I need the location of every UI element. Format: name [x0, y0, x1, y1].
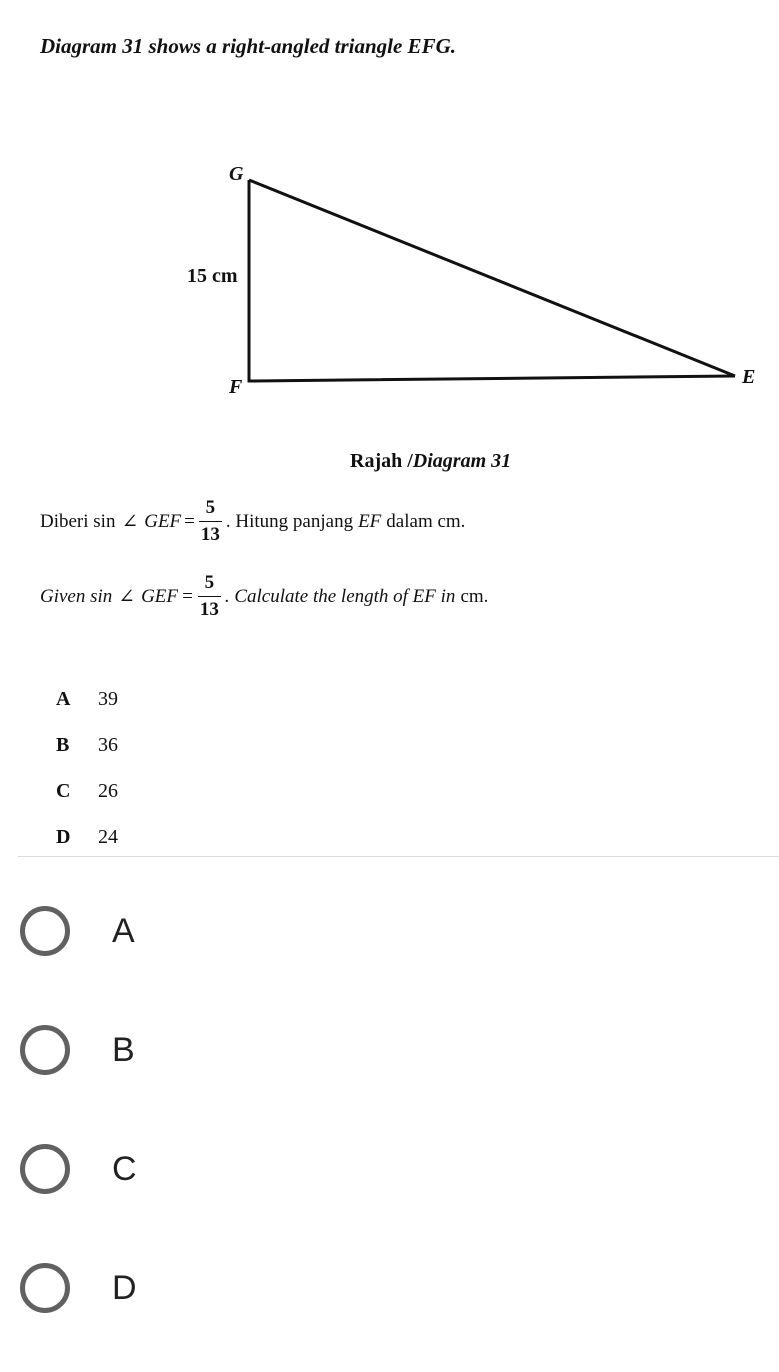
fraction [198, 572, 221, 621]
given-ms: Diberi sin [40, 510, 116, 532]
answer-choice-c[interactable] [20, 1139, 137, 1199]
option-letter: C [56, 780, 71, 802]
choice-label: A [112, 911, 135, 950]
question-text-ms [40, 497, 465, 546]
given-en: Given sin [40, 585, 113, 607]
angle-name: GEF [141, 585, 178, 607]
radio-button[interactable] [20, 1263, 70, 1313]
instruction-ms-end: dalam cm. [386, 510, 466, 532]
fraction-denominator: 13 [199, 521, 222, 546]
answer-choice-d[interactable] [20, 1258, 137, 1318]
unit: cm. [460, 585, 489, 607]
caption-en: Diagram 31 [412, 450, 512, 472]
angle-symbol: ∠ [121, 511, 139, 533]
instruction-en: . Calculate the length of EF in [224, 585, 456, 607]
diagram-caption [350, 450, 511, 473]
radio-button[interactable] [20, 1144, 70, 1194]
angle-symbol: ∠ [118, 586, 136, 608]
angle-name: GEF [144, 510, 182, 532]
option-value: 39 [98, 688, 118, 710]
option-value: 24 [98, 826, 118, 848]
option-value: 26 [98, 780, 118, 802]
option-letter: A [56, 688, 71, 710]
vertex-f-label: F [229, 376, 243, 398]
choice-label: C [112, 1149, 137, 1188]
answer-choice-b[interactable] [20, 1020, 135, 1080]
option-value: 36 [98, 734, 118, 756]
option-letter: D [56, 826, 71, 848]
instruction-ms: . Hitung panjang [225, 510, 354, 532]
radio-button[interactable] [20, 1025, 70, 1075]
option-letter: B [56, 734, 70, 756]
vertex-e-label: E [742, 366, 756, 388]
segment-name: EF [358, 510, 382, 532]
question-intro: Diagram 31 shows a right-angled triangle EFG. [40, 34, 456, 58]
triangle-hypotenuse [249, 180, 735, 376]
fraction-numerator: 5 [205, 497, 216, 518]
caption-ms: Rajah / [350, 450, 413, 472]
divider [18, 856, 779, 857]
option-b [56, 734, 118, 757]
fraction-denominator: 13 [198, 596, 221, 621]
equals-sign: = [184, 510, 195, 532]
fraction-numerator: 5 [204, 572, 215, 593]
choice-label: D [112, 1268, 137, 1307]
vertex-g-label: G [229, 163, 244, 185]
choice-label: B [112, 1030, 135, 1069]
equals-sign: = [181, 585, 194, 607]
radio-button[interactable] [20, 906, 70, 956]
triangle-diagram [0, 150, 779, 400]
question-text-en [40, 572, 488, 621]
option-d [56, 826, 118, 849]
answer-choice-a[interactable] [20, 901, 135, 961]
fraction [199, 497, 222, 546]
option-c [56, 780, 118, 803]
option-a [56, 688, 118, 711]
side-length-label: 15 cm [187, 265, 238, 287]
